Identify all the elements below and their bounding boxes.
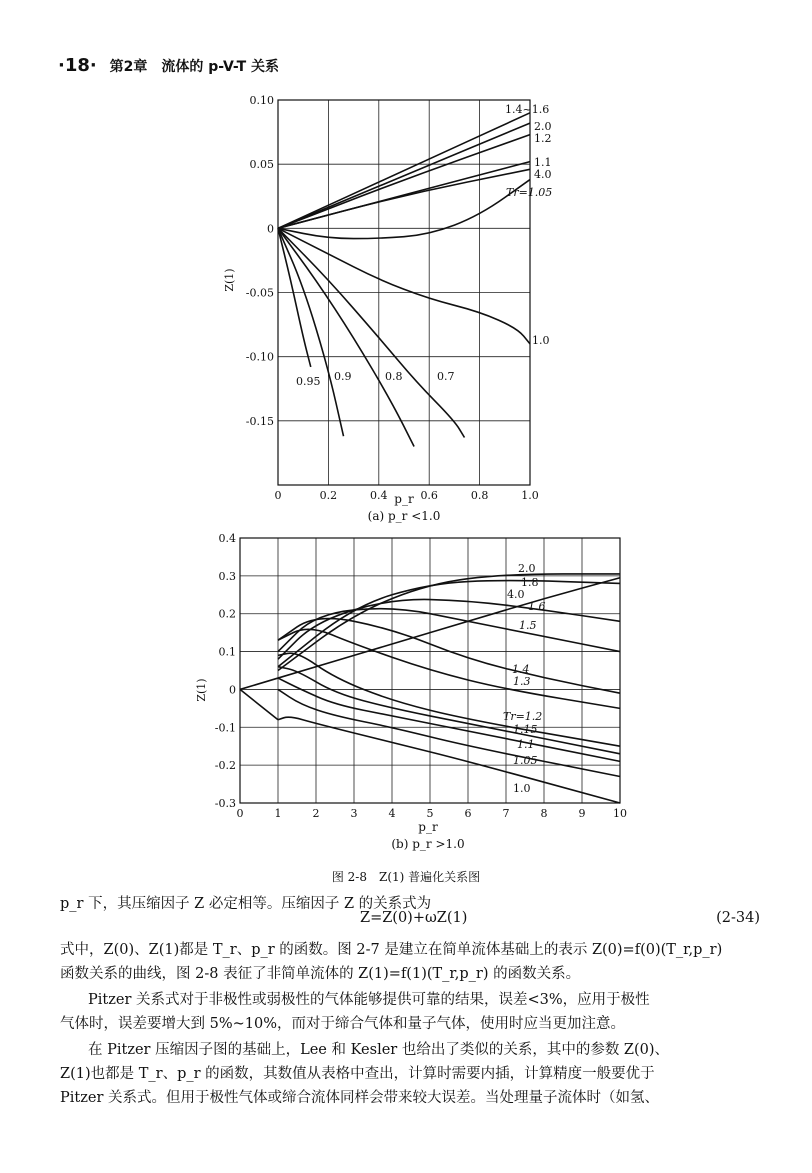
series-line [278, 609, 620, 652]
x-tick-label: 10 [613, 807, 627, 820]
text-line: p_r 下，其压缩因子 Z 必定相等。压缩因子 Z 的关系式为 [60, 896, 432, 912]
text-line: 在 Pitzer 压缩因子图的基础上，Lee 和 Kesler 也给出了类似的关系，其中的参数 Z(0)、 [88, 1042, 670, 1058]
paragraph-3 [60, 988, 760, 1036]
series-label: 4.0 [507, 588, 525, 601]
chart-a-ylabel: Z(1) [223, 268, 236, 292]
x-tick-label: 0 [236, 807, 244, 820]
chart-b-caption: (b) p_r >1.0 [391, 837, 465, 851]
series-label: 1.2 [534, 132, 552, 145]
text-line: Z(1)也都是 T_r、p_r 的函数，其数值从表格中查出，计算时需要内插，计算精度一般要优于 [60, 1066, 655, 1082]
series-line [278, 228, 414, 446]
series-label: 1.1 [517, 738, 535, 751]
y-tick-label: 0 [229, 683, 236, 697]
figure-caption: 图 2-8 Z(1) 普遍化关系图 [331, 870, 481, 884]
series-label: 1.4~1.6 [505, 103, 550, 116]
x-tick-label: 4 [388, 807, 396, 820]
series-label: 2.0 [518, 562, 536, 575]
y-tick-label: 0.2 [218, 607, 236, 621]
series-line [278, 180, 530, 239]
x-tick-label: 6 [464, 807, 472, 820]
page-header [58, 55, 279, 76]
y-tick-label: 0.4 [218, 532, 236, 545]
series-label: Tr=1.05 [506, 186, 553, 199]
y-tick-label: 0 [267, 222, 274, 236]
series-label: 0.7 [437, 370, 455, 383]
paragraph-2 [60, 938, 760, 986]
text-line: 气体时，误差要增大到 5%~10%，而对于缔合气体和量子气体，使用时应当更加注意。 [60, 1016, 625, 1032]
series-line [278, 717, 620, 803]
series-line [278, 228, 464, 437]
series-line [278, 135, 530, 229]
series-label: 0.95 [296, 375, 321, 388]
series-label: 1.3 [513, 675, 531, 688]
y-tick-label: -0.2 [214, 759, 236, 773]
series-line [278, 581, 620, 667]
series-label: 1.05 [513, 754, 538, 767]
x-tick-label: 0 [274, 489, 282, 502]
y-tick-label: 0.10 [249, 94, 274, 107]
text-line: 函数关系的曲线，图 2-8 表征了非简单流体的 Z(1)=f(1)(T_r,p_r) 的函数关系。 [60, 966, 581, 982]
text-line: Pitzer 关系式。但用于极性气体或缔合流体同样会带来较大误差。当处理量子流体时（如氢、 [60, 1090, 659, 1106]
text-line: 式中，Z(0)、Z(1)都是 T_r、p_r 的函数。图 2-7 是建立在简单流体基础上的表示 Z(0)=f(0)(T_r,p_r) [60, 942, 723, 958]
x-tick-label: 0.8 [470, 489, 489, 502]
chart-b-ylabel: Z(1) [195, 678, 208, 702]
series-label: 1.8 [521, 576, 539, 589]
y-tick-label: -0.1 [214, 721, 236, 735]
equation-number: (2-34) [716, 910, 760, 926]
y-tick-label: 0.3 [218, 569, 236, 583]
x-tick-label: 1 [274, 807, 282, 820]
series-label: 1.5 [519, 619, 537, 632]
series-label: 1.6 [528, 600, 546, 613]
chart-b [0, 530, 812, 860]
series-label: 2.0 [534, 120, 552, 133]
chart-b-xlabel: p_r [418, 820, 438, 834]
text-line: Pitzer 关系式对于非极性或弱极性的气体能够提供可靠的结果，误差<3%，应用于极性 [88, 992, 650, 1008]
series-label: 1.0 [532, 334, 550, 347]
series-line [278, 599, 620, 659]
series-line [278, 574, 620, 671]
x-tick-label: 2 [312, 807, 320, 820]
x-tick-label: 0.2 [319, 489, 338, 502]
x-tick-label: 3 [350, 807, 358, 820]
y-tick-label: -0.15 [245, 414, 274, 428]
series-line [240, 689, 278, 719]
x-tick-label: 0.4 [370, 489, 388, 502]
series-label: Tr=1.2 [503, 710, 543, 723]
paragraph-4 [60, 1038, 760, 1110]
series-label: 1.15 [513, 723, 538, 736]
x-tick-label: 7 [502, 807, 510, 820]
x-tick-label: 1.0 [521, 489, 539, 502]
x-tick-label: 0.6 [420, 489, 438, 502]
chart-a-xlabel: p_r [394, 492, 414, 506]
series-line [278, 689, 620, 776]
chapter-title: 第2章 流体的 p-V-T 关系 [109, 59, 280, 75]
series-label: 0.8 [385, 370, 403, 383]
series-line [278, 169, 530, 228]
chart-a-caption: (a) p_r <1.0 [367, 509, 441, 523]
series-label: 1.0 [513, 782, 531, 795]
series-line [278, 619, 620, 694]
equation: Z=Z(0)+ωZ(1) [360, 910, 468, 926]
series-line [278, 113, 530, 228]
y-tick-label: -0.10 [245, 350, 274, 364]
y-tick-label: -0.05 [245, 286, 274, 300]
y-tick-label: 0.05 [249, 158, 274, 172]
x-tick-label: 5 [426, 807, 434, 820]
x-tick-label: 9 [578, 807, 586, 820]
x-tick-label: 8 [540, 807, 548, 820]
series-label: 1.1 [534, 156, 552, 169]
series-line [278, 123, 530, 228]
series-label: 0.9 [334, 370, 352, 383]
series-line [278, 228, 344, 436]
series-label: 1.4 [512, 663, 530, 676]
y-tick-label: 0.1 [218, 645, 236, 659]
series-label: 4.0 [534, 168, 552, 181]
page-number: ·18· [58, 55, 97, 76]
y-tick-label: -0.3 [214, 797, 236, 810]
